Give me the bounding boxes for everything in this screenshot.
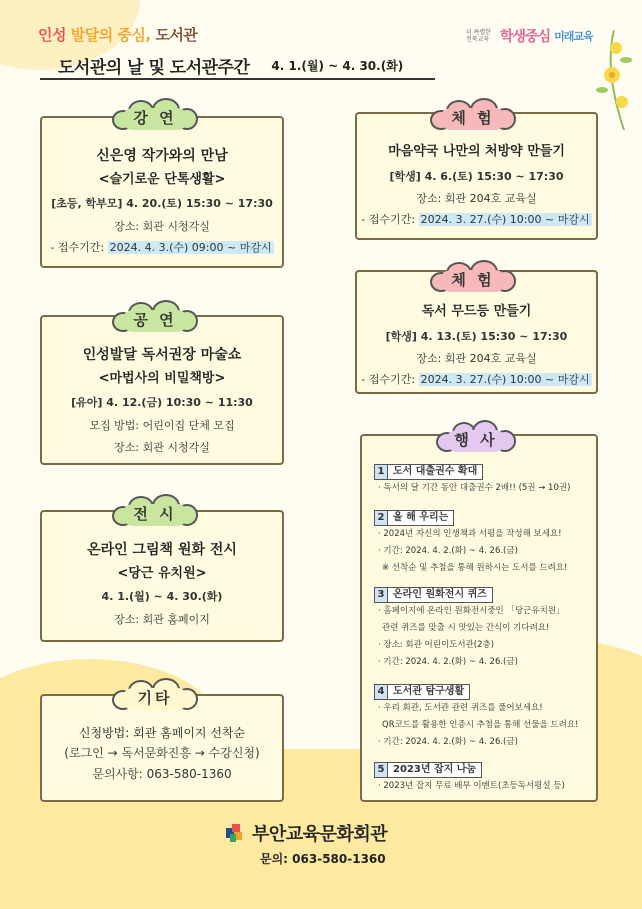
event-title: 올 해 우리는 — [388, 510, 454, 526]
experience1-title: 마음약국 나만의 처방약 만들기 — [388, 144, 565, 159]
experience2-place: 장소: 회관 204호 교육실 — [416, 351, 537, 365]
performance-tag-label: 공 연 — [133, 310, 177, 329]
exhibition-tag-label: 전 시 — [133, 504, 177, 523]
slogan-part: 도서관 — [155, 26, 198, 44]
performance-place: 장소: 회관 시청각실 — [114, 440, 210, 454]
exhibition-subtitle: <당근 유치원> — [117, 565, 207, 581]
lecture-tag — [112, 100, 198, 134]
slogan — [38, 24, 197, 45]
experience2-time: [학생] 4. 13.(토) 15:30 ~ 17:30 — [385, 329, 568, 343]
etc-tag-label: 기타 — [137, 688, 173, 707]
event-item — [374, 684, 590, 751]
lecture-subtitle: <슬기로운 단톡생활> — [98, 171, 226, 187]
organization-name: 부안교육문화회관 — [252, 824, 388, 845]
experience2-tag-label: 체 험 — [451, 270, 495, 289]
experience1-time: [학생] 4. 6.(토) 15:30 ~ 17:30 — [389, 169, 564, 183]
contact-phone: 문의: 063-580-1360 — [260, 852, 386, 866]
slogan-part: 인성 — [38, 26, 66, 44]
performance-title: 인성발달 독서권장 마술쇼 — [82, 347, 242, 363]
lecture-title: 신은영 작가와의 만남 — [96, 148, 228, 164]
performance-recruit: 모집 방법: 어린이집 단체 모집 — [89, 418, 235, 432]
lecture-apply — [42, 241, 282, 254]
event-number: 1 — [374, 464, 388, 480]
performance-card — [40, 315, 284, 465]
event-item — [374, 587, 590, 671]
lecture-card — [40, 116, 284, 268]
brand-small-text: 더 특별한 전북교육 — [466, 29, 492, 43]
event-item — [374, 510, 590, 577]
performance-subtitle: <마법사의 비밀책방> — [98, 370, 226, 386]
experience1-tag-label: 체 험 — [451, 108, 495, 127]
apply-label: - 접수기간: — [361, 212, 419, 226]
events-card — [360, 434, 598, 802]
flower-decoration-icon — [594, 30, 634, 130]
exhibition-period: 4. 1.(월) ~ 4. 30.(화) — [101, 590, 223, 604]
event-detail: · 홈페이지에 온라인 원화전시중인 「당근유치원」 — [378, 606, 565, 616]
apply-period: 2024. 4. 3.(수) 09:00 ~ 마감시 — [109, 240, 272, 254]
event-detail: · 2023년 잡지 무료 배부 이벤트(초등독서평설 등) — [378, 781, 565, 791]
etc-line: 문의사항: 063-580-1360 — [92, 766, 232, 781]
apply-period: 2024. 3. 27.(수) 10:00 ~ 마감시 — [420, 372, 590, 386]
event-number: 3 — [374, 587, 388, 603]
events-tag-label: 행 사 — [454, 430, 498, 449]
page-title: 도서관의 날 및 도서관주간 — [58, 57, 250, 78]
brand-logo — [466, 26, 593, 46]
etc-line: (로그인 → 독서문화진흥 → 수강신청) — [64, 746, 260, 761]
experience1-tag — [430, 100, 516, 134]
event-detail: · 기간: 2024. 4. 2.(화) ~ 4. 26.(금) — [378, 737, 518, 747]
event-detail: 관련 퀴즈를 맞출 시 맛있는 간식이 기다려요! — [382, 623, 550, 633]
performance-tag — [112, 302, 198, 336]
brand-sub-text: 미래교육 — [554, 30, 593, 43]
event-detail: QR코드를 활용한 인증시 추첨을 통해 선물을 드려요! — [382, 720, 579, 730]
event-number: 5 — [374, 762, 388, 778]
event-detail: · 우리 회관, 도서관 관련 퀴즈를 풀어보세요! — [378, 703, 543, 713]
event-detail: · 기간: 2024. 4. 2.(화) ~ 4. 26.(금) — [378, 657, 518, 667]
apply-period: 2024. 3. 27.(수) 10:00 ~ 마감시 — [420, 212, 590, 226]
slogan-part: 발달의 중심, — [70, 26, 151, 44]
page-title-row — [40, 52, 435, 80]
event-item — [374, 762, 590, 795]
organization-logo-icon — [226, 824, 244, 842]
event-detail: · 장소: 회관 어린이도서관(2층) — [378, 640, 495, 650]
exhibition-title: 온라인 그림책 원화 전시 — [87, 542, 237, 558]
lecture-tag-label: 강 연 — [133, 108, 177, 127]
event-title: 2023년 잡지 나눔 — [388, 762, 482, 778]
event-title: 도서 대출권수 확대 — [388, 464, 483, 480]
etc-line: 신청방법: 회관 홈페이지 선착순 — [78, 726, 246, 740]
exhibition-tag — [112, 496, 198, 530]
event-detail: · 2024년 자신의 인생책과 서평을 작성해 보세요! — [378, 529, 562, 539]
event-title: 도서관 탐구생활 — [388, 684, 470, 700]
experience1-apply — [357, 213, 596, 226]
experience2-tag — [430, 262, 516, 296]
experience2-title: 독서 무드등 만들기 — [421, 304, 532, 319]
event-title: 온라인 원화전시 퀴즈 — [388, 587, 493, 603]
apply-label: - 접수기간: — [50, 240, 108, 254]
event-item — [374, 464, 590, 497]
brand-main-text: 학생중심 — [500, 29, 551, 45]
experience2-apply — [357, 373, 596, 386]
events-tag — [436, 422, 516, 456]
experience1-place: 장소: 회관 204호 교육실 — [416, 191, 537, 205]
apply-label: - 접수기간: — [361, 372, 419, 386]
event-number: 2 — [374, 510, 388, 526]
lecture-place: 장소: 회관 시청각실 — [114, 219, 210, 233]
event-detail: ※ 선착순 및 추첨을 통해 원하시는 도서를 드려요! — [382, 563, 568, 573]
etc-tag — [112, 680, 198, 714]
event-detail: · 독서의 달 기간 동안 대출권수 2배!! (5권 → 10권) — [378, 483, 571, 493]
exhibition-place: 장소: 회관 홈페이지 — [114, 612, 210, 626]
lecture-time: [초등, 학부모] 4. 20.(토) 15:30 ~ 17:30 — [51, 197, 273, 211]
page-period: 4. 1.(월) ~ 4. 30.(화) — [271, 58, 404, 73]
event-detail: · 기간: 2024. 4. 2.(화) ~ 4. 26.(금) — [378, 546, 518, 556]
performance-time: [유아] 4. 12.(금) 10:30 ~ 11:30 — [71, 396, 253, 410]
event-number: 4 — [374, 684, 388, 700]
